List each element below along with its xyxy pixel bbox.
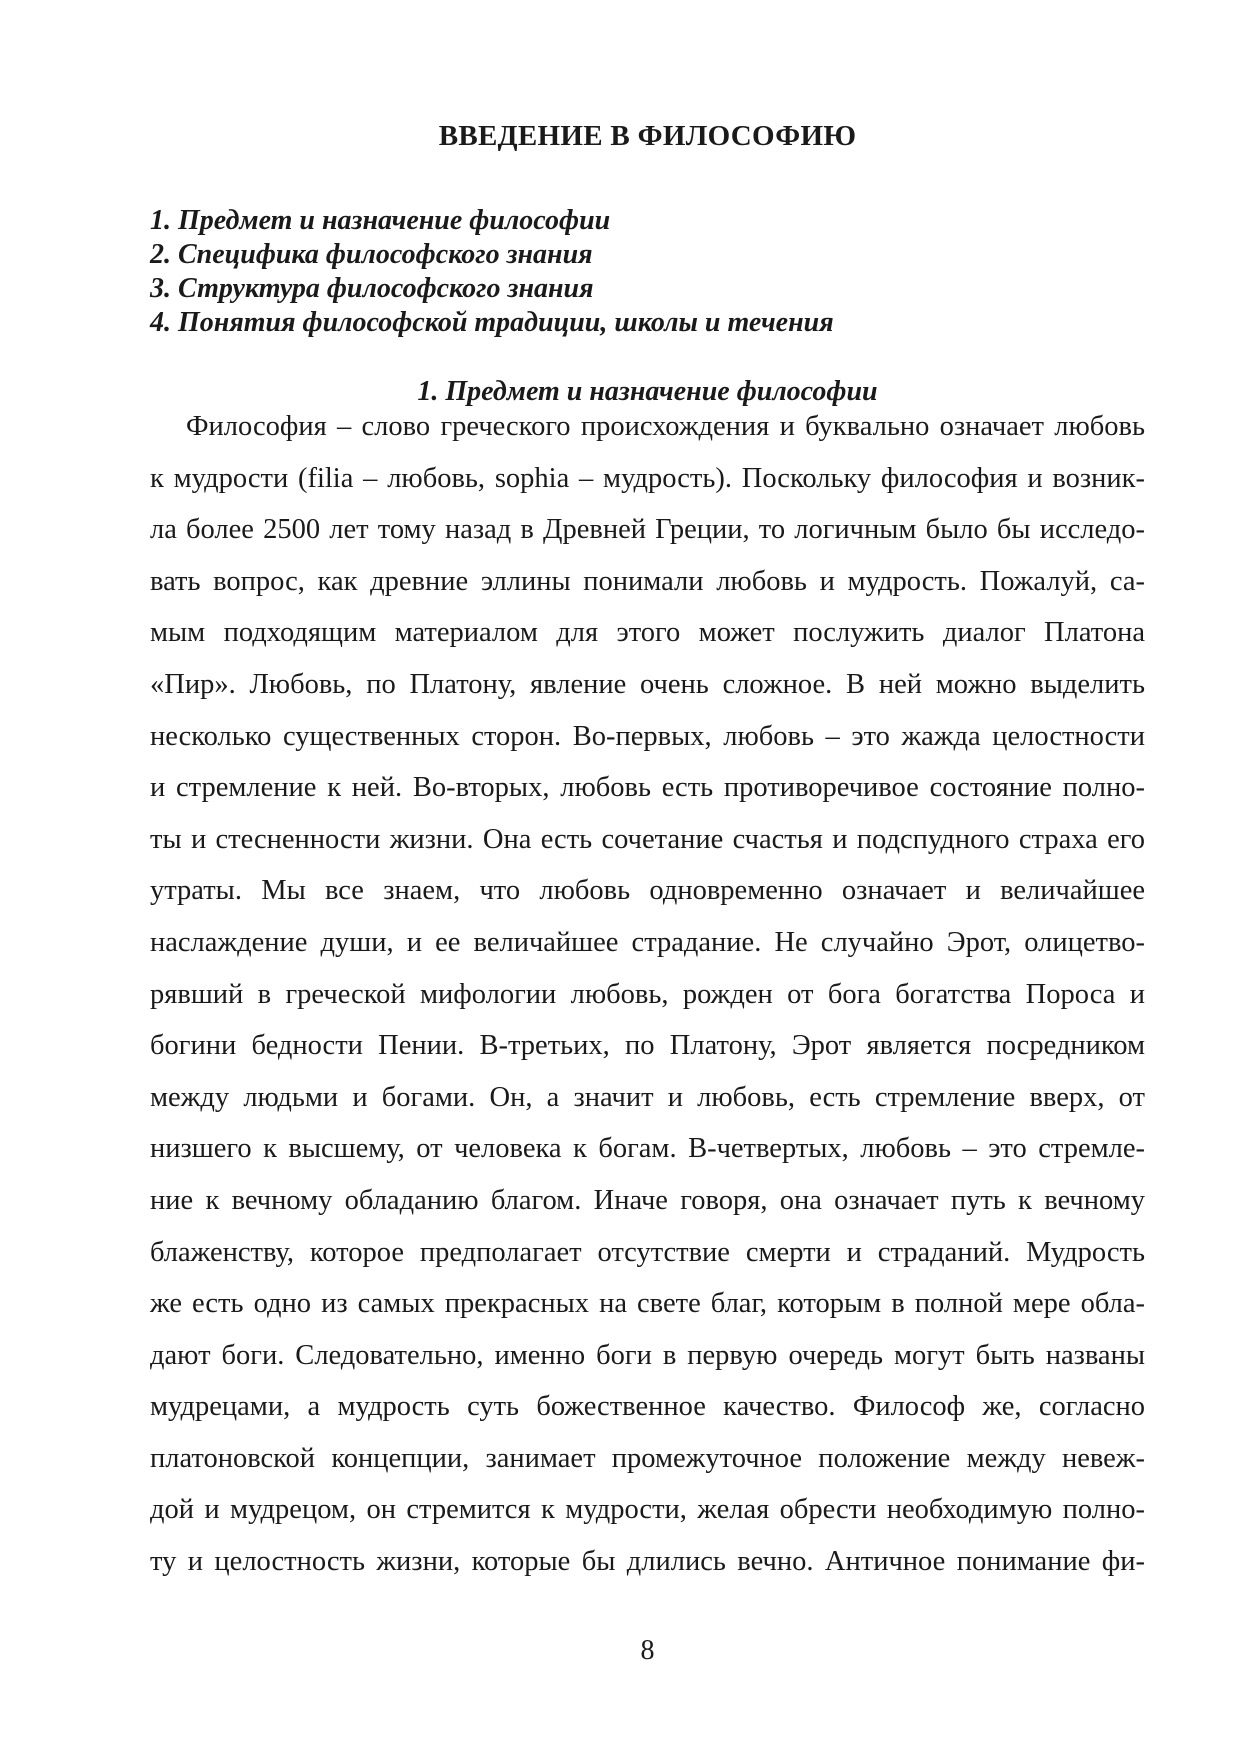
text-line: же есть одно из самых прекрасных на свете благ, которым в полной мере обла- bbox=[150, 1288, 1145, 1320]
table-of-contents bbox=[150, 204, 834, 340]
text-line: к мудрости (filia – любовь, sophia – мудрость). Поскольку философия и возник- bbox=[150, 462, 1145, 494]
text-line: мудрецами, а мудрость суть божественное качество. Философ же, согласно bbox=[150, 1391, 1145, 1423]
text-line: мым подходящим материалом для этого может послужить диалог Платона bbox=[150, 617, 1145, 649]
toc-item: 4. Понятия философской традиции, школы и течения bbox=[150, 307, 834, 338]
text-line: блаженству, которое предполагает отсутствие смерти и страданий. Мудрость bbox=[150, 1236, 1145, 1268]
section-heading: 1. Предмет и назначение философии bbox=[417, 376, 878, 407]
text-line: и стремление к ней. Во-вторых, любовь есть противоречивое состояние полно- bbox=[150, 772, 1145, 804]
text-line: между людьми и богами. Он, а значит и любовь, есть стремление вверх, от bbox=[150, 1081, 1145, 1113]
document-title: ВВЕДЕНИЕ В ФИЛОСОФИЮ bbox=[438, 120, 857, 152]
text-line: вать вопрос, как древние эллины понимали любовь и мудрость. Пожалуй, са- bbox=[150, 565, 1145, 597]
text-line: несколько существенных сторон. Во-первых, любовь – это жажда целостности bbox=[150, 720, 1145, 752]
text-line: богини бедности Пении. В-третьих, по Платону, Эрот является посредником bbox=[150, 1030, 1145, 1062]
text-line: дают боги. Следовательно, именно боги в первую очередь могут быть названы bbox=[150, 1339, 1145, 1371]
text-line: наслаждение души, и ее величайшее страдание. Не случайно Эрот, олицетво- bbox=[150, 926, 1145, 958]
text-line: платоновской концепции, занимает промежуточное положение между невеж- bbox=[150, 1442, 1145, 1474]
toc-item: 1. Предмет и назначение философии bbox=[150, 205, 611, 236]
page-number: 8 bbox=[640, 1635, 655, 1666]
text-line: низшего к высшему, от человека к богам. В-четвертых, любовь – это стремле- bbox=[150, 1133, 1145, 1165]
text-line: Философия – слово греческого происхождения и буквально означает любовь bbox=[186, 411, 1145, 442]
text-line: утраты. Мы все знаем, что любовь одновременно означает и величайшее bbox=[150, 875, 1145, 907]
text-line: ние к вечному обладанию благом. Иначе говоря, она означает путь к вечному bbox=[150, 1184, 1145, 1216]
text-line: дой и мудрецом, он стремится к мудрости, желая обрести необходимую полно- bbox=[150, 1494, 1145, 1526]
text-line: рявший в греческой мифологии любовь, рожден от бога богатства Пороса и bbox=[150, 978, 1145, 1010]
text-line: ла более 2500 лет тому назад в Древней Греции, то логичным было бы исследо- bbox=[150, 514, 1145, 546]
body-paragraph bbox=[150, 410, 1145, 1597]
text-line: ты и стесненности жизни. Она есть сочетание счастья и подспудного страха его bbox=[150, 823, 1145, 855]
text-line: ту и целостность жизни, которые бы длились вечно. Античное понимание фи- bbox=[150, 1546, 1145, 1578]
toc-item: 2. Специфика философского знания bbox=[150, 239, 593, 270]
toc-item: 3. Структура философского знания bbox=[150, 273, 594, 304]
text-line: «Пир». Любовь, по Платону, явление очень сложное. В ней можно выделить bbox=[150, 668, 1145, 700]
